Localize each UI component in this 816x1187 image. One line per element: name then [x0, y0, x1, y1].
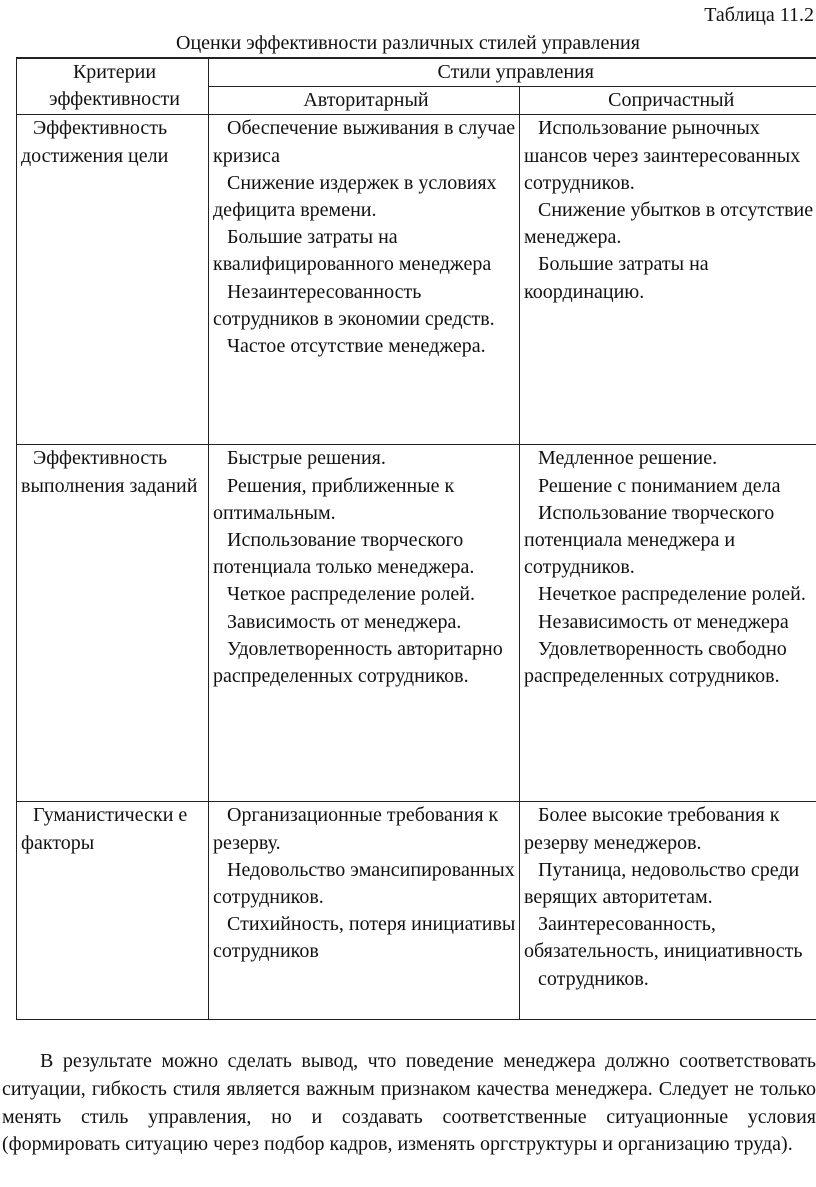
participative-item: Использование творческого потенциала менеджера и сотрудников.	[524, 501, 775, 579]
participative-item: Удовлетворенность свободно распределенных сотрудников.	[524, 637, 787, 688]
authoritarian-cell	[209, 115, 520, 445]
conclusion-paragraph	[2, 1048, 816, 1159]
authoritarian-item: Четкое распределение ролей.	[227, 583, 475, 606]
styles-header: Стили управления	[209, 58, 816, 87]
authoritarian-item: Большие затраты на квалифицированного менеджера	[213, 226, 492, 276]
authoritarian-item: Обеспечение выживания в случае кризиса	[213, 117, 516, 167]
criterion-cell	[17, 802, 209, 1020]
participative-item: Решение с пониманием дела	[538, 474, 781, 497]
authoritarian-item: Стихийность, потеря инициативы сотрудников	[213, 913, 516, 963]
authoritarian-item: Снижение издержек в условиях дефицита времени.	[213, 171, 497, 222]
evaluation-table	[16, 57, 816, 1020]
criterion-cell	[17, 115, 209, 445]
authoritarian-cell	[209, 802, 520, 1020]
participative-cell	[520, 115, 816, 445]
table-number: Таблица 11.2	[704, 4, 814, 26]
authoritarian-item: Быстрые решения.	[227, 447, 386, 470]
participative-item: Нечеткое распределение ролей.	[538, 583, 806, 606]
participative-item: Независимость от менеджера	[538, 610, 789, 633]
criterion-text: Эффективность выполнения заданий	[21, 447, 198, 497]
table-body	[17, 115, 816, 1020]
participative-item: Медленное решение.	[538, 447, 718, 470]
authoritarian-item: Частое отсутствие менеджера.	[227, 335, 486, 358]
participative-item: Снижение убытков в отсутствие менеджера.	[524, 199, 814, 249]
authoritarian-item: Решения, приближенные к оптимальным.	[213, 474, 455, 524]
participative-item: Заинтересованность, обязательность, инициативность	[524, 913, 803, 963]
authoritarian-item: Зависимость от менеджера.	[227, 610, 462, 633]
participative-header: Сопричастный	[520, 87, 816, 115]
authoritarian-cell	[209, 445, 520, 802]
table-header-row	[17, 58, 816, 87]
table-row	[17, 115, 816, 445]
participative-item: Более высокие требования к резерву менеджеров.	[524, 804, 780, 854]
authoritarian-item: Использование творческого потенциала только менеджера.	[213, 529, 475, 579]
authoritarian-item: Организационные требования к резерву.	[213, 804, 499, 854]
conclusion-text: В результате можно сделать вывод, что поведение менеджера должно соответствовать ситуации, гибкость стиля является важным признаком качества менеджера. Следует не только менять стиль управления, но и создавать соответственные ситуационные условия (формировать ситуацию через подбор кадров, изменять оргструктуры и организацию труда).	[2, 1050, 816, 1156]
criteria-header: Критерии эффективности	[17, 58, 209, 115]
participative-cell	[520, 802, 816, 1020]
table-row	[17, 445, 816, 802]
authoritarian-item: Недовольство эмансипированных сотрудников.	[213, 858, 515, 909]
table-title: Оценки эффективности различных стилей управления	[176, 32, 640, 54]
authoritarian-item: Удовлетворенность авторитарно распределенных сотрудников.	[213, 637, 503, 688]
criterion-cell	[17, 445, 209, 802]
criterion-text: Эффективность достижения цели	[21, 117, 169, 167]
participative-item: Большие затраты на координацию.	[524, 253, 709, 303]
participative-item: Путаница, недовольство среди верящих авторитетам.	[524, 858, 800, 909]
table-row	[17, 802, 816, 1020]
participative-item: сотрудников.	[538, 967, 649, 990]
participative-cell	[520, 445, 816, 802]
authoritarian-item: Незаинтересованность сотрудников в экономии средств.	[213, 280, 495, 330]
authoritarian-header: Авторитарный	[209, 87, 520, 115]
criterion-text: Гуманистически е факторы	[21, 804, 188, 854]
participative-item: Использование рыночных шансов через заинтересованных сотрудников.	[524, 117, 801, 194]
